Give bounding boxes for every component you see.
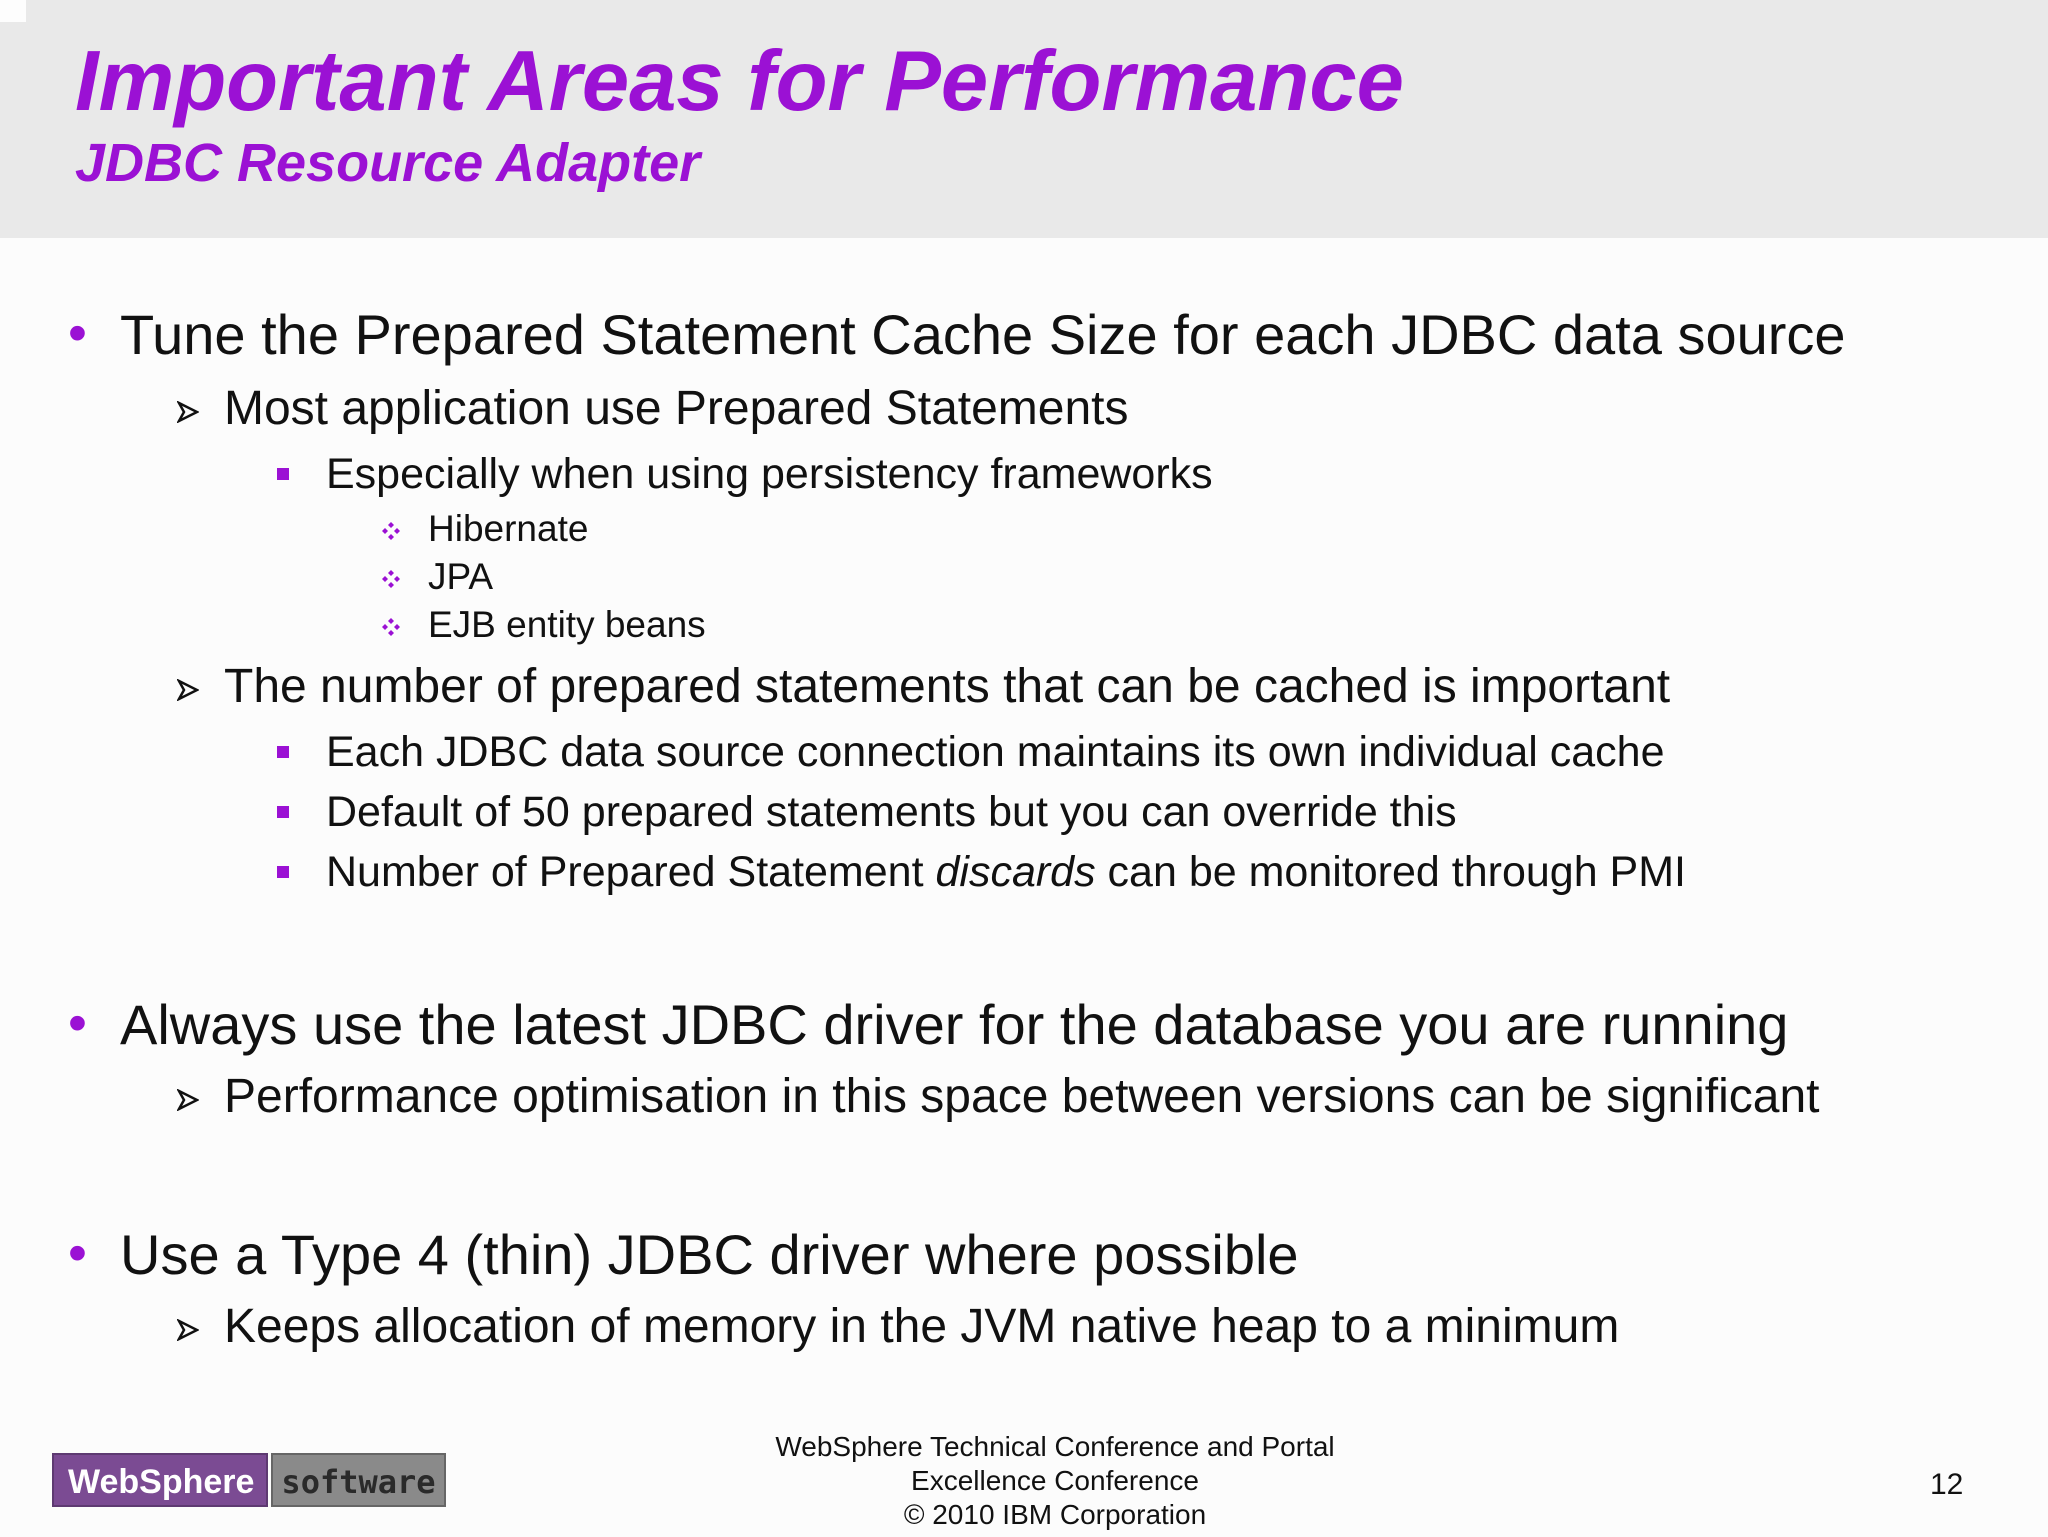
arrow-bullet-icon (177, 1089, 199, 1111)
slide-subtitle: JDBC Resource Adapter (75, 133, 701, 193)
level3-bullet-3-text: Default of 50 prepared statements but you can override this (326, 788, 1457, 836)
footer-copyright: © 2010 IBM Corporation (903, 1499, 1207, 1530)
level3-bullet-1 (0, 448, 2048, 500)
level3-bullet-1-text: Especially when using persistency frameworks (326, 450, 1213, 498)
sub-bullet-1-1-text: Most application use Prepared Statements (224, 382, 1129, 435)
square-bullet-icon (277, 806, 289, 818)
sub-bullet-1-2 (0, 658, 2048, 716)
bullet-3 (0, 1222, 2048, 1288)
level4-item-text: JPA (428, 556, 494, 597)
arrow-bullet-icon (177, 679, 199, 701)
bullet-dot-icon: • (68, 303, 87, 363)
level4-item-jpa (0, 554, 2048, 600)
bullet-dot-icon: • (68, 1223, 87, 1283)
slide-header (0, 0, 2048, 238)
sub-bullet-2-1 (0, 1068, 2048, 1126)
sub-bullet-2-1-text: Performance optimisation in this space between versions can be significant (224, 1070, 1820, 1123)
square-bullet-icon (277, 468, 289, 480)
level3-bullet-2 (0, 726, 2048, 778)
bullet-1-text: Tune the Prepared Statement Cache Size for each JDBC data source (120, 303, 1846, 366)
footer-conference-text (680, 1430, 1430, 1532)
corner-mark (0, 0, 26, 22)
websphere-software-logo (52, 1453, 446, 1507)
bullet-dot-icon: • (68, 993, 87, 1053)
arrow-bullet-icon (177, 1319, 199, 1341)
level4-item-text: Hibernate (428, 508, 589, 549)
level3-bullet-4 (0, 846, 2048, 898)
level3-bullet-4-text (326, 846, 1686, 898)
level4-item-hibernate (0, 506, 2048, 552)
diamond-bullet-icon (381, 569, 401, 589)
square-bullet-icon (277, 866, 289, 878)
sub-bullet-1-1 (0, 380, 2048, 438)
bullet-1 (0, 302, 2048, 368)
logo-websphere-label: WebSphere (52, 1453, 268, 1507)
diamond-bullet-icon (381, 617, 401, 637)
pmi-text-before: Number of Prepared Statement (326, 848, 936, 896)
bullet-2 (0, 992, 2048, 1058)
level3-bullet-2-text: Each JDBC data source connection maintains its own individual cache (326, 728, 1665, 776)
sub-bullet-3-1-text: Keeps allocation of memory in the JVM native heap to a minimum (224, 1300, 1620, 1353)
slide-title: Important Areas for Performance (75, 34, 1404, 129)
footer-line-2: Excellence Conference (911, 1465, 1199, 1496)
bullet-2-text: Always use the latest JDBC driver for the database you are running (120, 993, 1789, 1056)
sub-bullet-3-1 (0, 1298, 2048, 1356)
sub-bullet-1-2-text: The number of prepared statements that can be cached is important (224, 660, 1671, 713)
bullet-3-text: Use a Type 4 (thin) JDBC driver where possible (120, 1223, 1299, 1286)
level4-item-ejb (0, 602, 2048, 648)
arrow-bullet-icon (177, 401, 199, 423)
logo-software-label: software (271, 1453, 445, 1507)
diamond-bullet-icon (381, 521, 401, 541)
level4-item-text: EJB entity beans (428, 604, 706, 645)
pmi-text-emphasis: discards (935, 848, 1096, 896)
square-bullet-icon (277, 746, 289, 758)
level3-bullet-3 (0, 786, 2048, 838)
page-number: 12 (1930, 1468, 1964, 1501)
footer-line-1: WebSphere Technical Conference and Portal (775, 1431, 1335, 1462)
pmi-text-after: can be monitored through PMI (1095, 848, 1686, 896)
